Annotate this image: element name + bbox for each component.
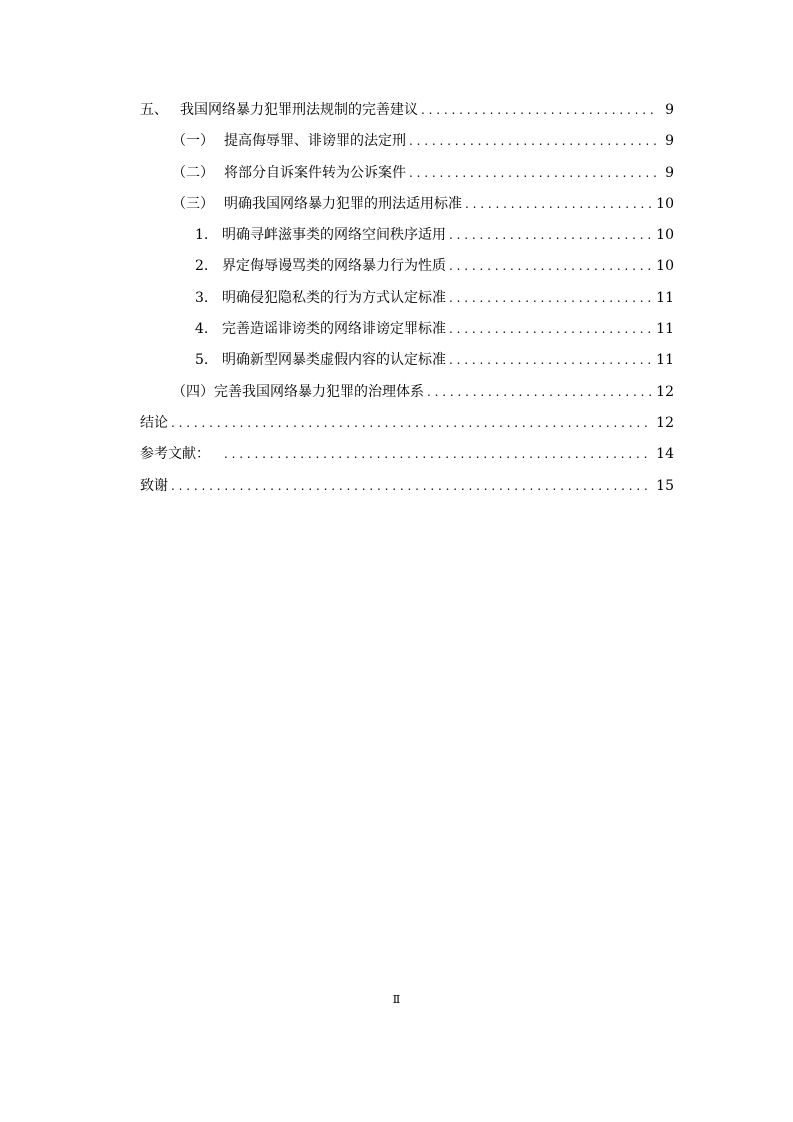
toc-entry-title: 我国网络暴力犯罪刑法规制的完善建议 [180, 102, 418, 118]
toc-entry-5-3-3[interactable] [140, 283, 674, 314]
toc-entry-title: 参考文献： [140, 446, 210, 463]
toc-entry-page: 9 [665, 102, 674, 118]
dot-leader [465, 189, 652, 220]
toc-entry-title: 致谢 [140, 477, 168, 494]
toc-entry-page: 9 [665, 133, 674, 150]
toc-entry-page: 10 [656, 258, 674, 275]
toc-entry-5-4[interactable] [140, 377, 674, 408]
dot-leader [449, 220, 652, 251]
toc-entry-page: 12 [656, 383, 674, 400]
dot-leader [409, 126, 656, 157]
toc-entry-page: 11 [656, 289, 674, 306]
toc-entry-conclusion[interactable] [140, 408, 674, 439]
dot-leader [171, 408, 652, 439]
toc-entry-title: （四）完善我国网络暴力犯罪的治理体系 [172, 383, 424, 400]
toc-entry-5-3[interactable] [140, 189, 674, 220]
dot-leader [421, 95, 656, 126]
toc-entry-5-3-4[interactable] [140, 314, 674, 345]
toc-entry-page: 10 [656, 227, 674, 244]
toc-entry-number: 1. [195, 227, 209, 244]
toc-entry-title: 明确新型网暴类虚假内容的认定标准 [222, 352, 446, 369]
toc-entry-number: 3. [195, 289, 209, 306]
toc-entry-number: 4. [195, 321, 209, 338]
toc-entry-title: 提高侮辱罪、诽谤罪的法定刑 [224, 133, 406, 150]
dot-leader [409, 158, 656, 189]
toc-entry-title: 明确寻衅滋事类的网络空间秩序适用 [222, 227, 446, 244]
page-number-footer: Ⅱ [392, 993, 401, 1006]
toc-entry-page: 11 [656, 321, 674, 338]
dot-leader [224, 439, 652, 470]
toc-entry-page: 10 [656, 195, 674, 212]
toc-entry-5-2[interactable] [140, 158, 674, 189]
toc-entry-title: 将部分自诉案件转为公诉案件 [224, 164, 406, 181]
toc-entry-5-3-1[interactable] [140, 220, 674, 251]
toc-entry-5-3-2[interactable] [140, 251, 674, 282]
toc-entry-number: （二） [172, 164, 214, 181]
toc-entry-title: 完善造谣诽谤类的网络诽谤定罪标准 [222, 321, 446, 338]
toc-entry-5-3-5[interactable] [140, 345, 674, 376]
toc-entry-references[interactable] [140, 439, 674, 470]
toc-entry-page: 12 [656, 414, 674, 431]
dot-leader [449, 314, 652, 345]
toc-entry-title: 界定侮辱谩骂类的网络暴力行为性质 [222, 258, 446, 275]
dot-leader [449, 283, 652, 314]
dot-leader [171, 471, 652, 502]
toc-entry-acknowledgements[interactable] [140, 471, 674, 502]
dot-leader [427, 377, 652, 408]
toc-entry-section-5[interactable] [140, 95, 674, 126]
toc-entry-number: 2. [195, 258, 209, 275]
toc-entry-title: 结论 [140, 414, 168, 431]
dot-leader [449, 251, 652, 282]
toc-entry-page: 9 [665, 164, 674, 181]
toc-entry-page: 14 [656, 446, 674, 463]
toc-entry-number: 五、 [140, 102, 168, 118]
toc-entry-title: 明确侵犯隐私类的行为方式认定标准 [222, 289, 446, 306]
toc-entry-page: 15 [656, 477, 674, 494]
toc-entry-number: 5. [195, 352, 209, 369]
toc-entry-title: 明确我国网络暴力犯罪的刑法适用标准 [224, 195, 462, 212]
toc-entry-number: （三） [172, 195, 214, 212]
dot-leader [449, 345, 652, 376]
toc-entry-5-1[interactable] [140, 126, 674, 157]
toc-entry-number: （一） [172, 133, 214, 150]
table-of-contents [140, 95, 674, 502]
toc-entry-page: 11 [656, 352, 674, 369]
